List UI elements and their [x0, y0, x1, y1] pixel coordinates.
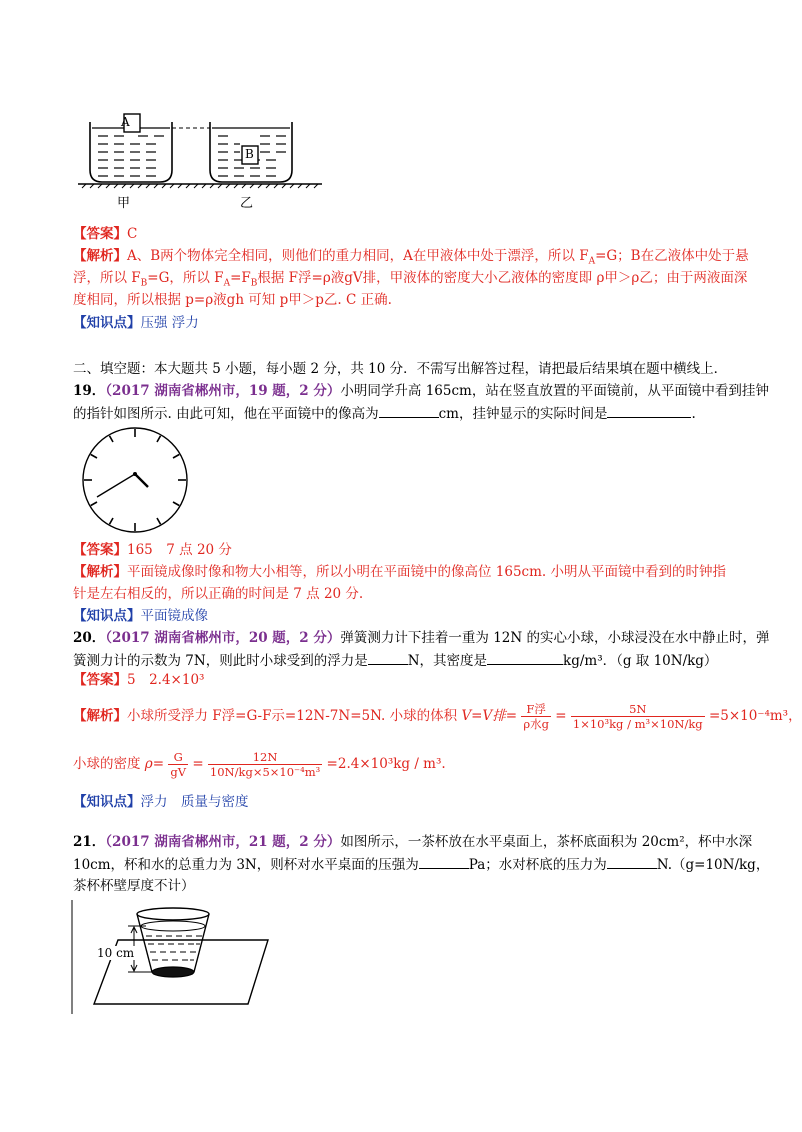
- clock-face: [83, 428, 187, 532]
- q21-stem-line1: 21．（2017 湖南省郴州市，21 题，2 分）如图所示，一茶杯放在水平桌面上，茶杯底面积为 20cm²，杯中水深: [73, 834, 753, 850]
- q18-analysis-line3: 度相同，所以根据 p=ρ液gh 可知 p甲＞p乙. C 正确.: [73, 292, 392, 308]
- q19-blank1[interactable]: [379, 403, 439, 418]
- q20-stem-line2: 簧测力计的示数为 7N，则此时小球受到的浮力是 N，其密度是 kg/m³．（g 取 10N/kg）: [73, 650, 717, 671]
- beakers-figure: [78, 110, 328, 210]
- box-b-label: B: [245, 147, 254, 161]
- q20-knowledge: 【知识点】浮力 质量与密度: [73, 794, 249, 810]
- q18-analysis-line2: 浮，所以 $F_B=G$，所以 $F_A=F_B$根据 F浮=ρ液gV排，甲液体的密度大小乙液体的密度即 ρ甲＞ρ乙；由于两液面深: [73, 270, 748, 289]
- q20-stem-line1: 20．（2017 湖南省郴州市，20 题，2 分）弹簧测力计下挂着一重为 12N 的实心小球，小球浸没在水中静止时，弹: [73, 630, 770, 646]
- cup-depth-label: 10 cm: [97, 946, 135, 960]
- q19-stem-line2: 的指针如图所示. 由此可知，他在平面镜中的像高为 cm，挂钟显示的实际时间是 .: [73, 403, 696, 424]
- q19-knowledge: 【知识点】平面镜成像: [73, 608, 208, 624]
- q20-blank1[interactable]: [368, 650, 408, 665]
- clock-figure: [80, 425, 190, 535]
- q20-blank2[interactable]: [487, 650, 563, 665]
- q20-analysis-density: 小球的密度 ρ= $\frac{G}{gV}$ = $\frac{12N}{\text{10N/kg×5×10⁻⁴m³}}$ =2.4×10³kg / m³.: [73, 750, 446, 779]
- label-jia: 甲: [117, 196, 131, 211]
- q19-analysis-line1: 【解析】平面镜成像时像和物大小相等，所以小明在平面镜中的像高位 165cm. 小明从平面镜中看到的时钟指: [73, 564, 727, 580]
- q20-analysis-volume: 【解析】小球所受浮力 F浮=G-F示=12N-7N=5N. 小球的体积 V=V排= $\frac{\text{F浮}}{\text{ρ水g}}$ = $\frac{5N}{\text{1×10³kg / m³×10N/kg}}$ =5×10⁻⁴m³，: [73, 702, 802, 731]
- cup-bottom: [152, 967, 194, 977]
- section2-title: 二、填空题：本大题共 5 小题，每小题 2 分，共 10 分．不需写出解答过程，请把最后结果填在题中横线上．: [73, 361, 728, 377]
- box-a-label: A: [121, 115, 130, 129]
- q18-analysis-line1: 【解析】A、B两个物体完全相同，则他们的重力相同，A在甲液体中处于漂浮，所以 $F_A=G$；B在乙液体中处于悬: [73, 248, 749, 267]
- q18-knowledge: 【知识点】压强 浮力: [73, 315, 199, 331]
- q21-stem-line3: 茶杯杯壁厚度不计）: [73, 878, 195, 894]
- q19-answer: 【答案】165 7 点 20 分: [73, 542, 232, 558]
- q20-answer: 【答案】5 2.4×10³: [73, 672, 205, 688]
- q19-stem-line1: 19．（2017 湖南省郴州市，19 题，2 分）小明同学升高 165cm，站在竖直放置的平面镜前，从平面镜中看到挂钟: [73, 383, 769, 399]
- q21-blank1[interactable]: [419, 854, 469, 869]
- q19-blank2[interactable]: [607, 403, 691, 418]
- label-yi: 乙: [240, 196, 254, 211]
- q21-stem-line2: 10cm，杯和水的总重力为 3N，则杯对水平桌面的压强为 Pa；水对杯底的压力为 N.（g=10N/kg，: [73, 854, 769, 875]
- q19-analysis-line2: 针是左右相反的，所以正确的时间是 7 点 20 分.: [73, 586, 364, 602]
- q21-blank2[interactable]: [607, 854, 657, 869]
- q18-answer: 【答案】C: [73, 226, 138, 242]
